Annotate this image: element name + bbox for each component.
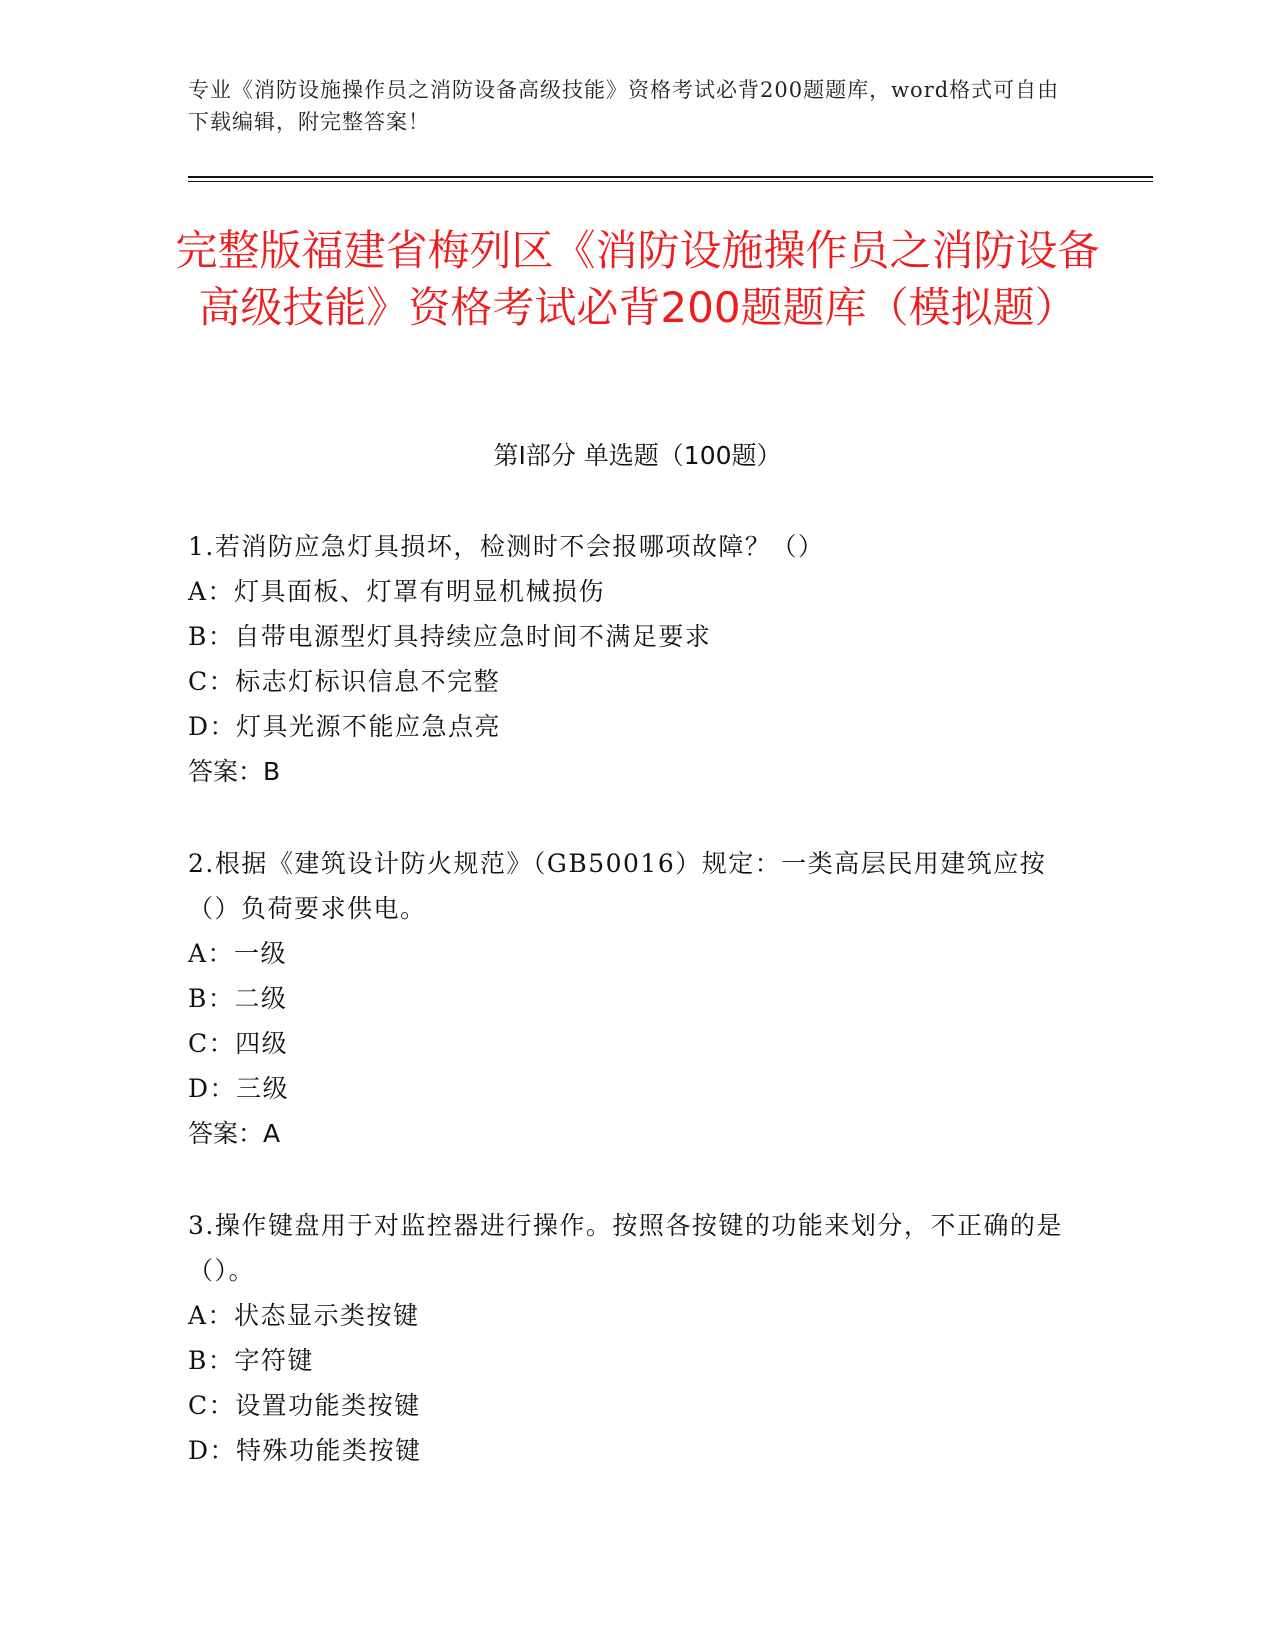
option-b: B：二级 — [188, 984, 288, 1013]
option-d: D：特殊功能类按键 — [188, 1436, 422, 1465]
option-c: C：四级 — [188, 1029, 289, 1058]
option-a: A：灯具面板、灯罩有明显机械损伤 — [188, 577, 606, 606]
option-d: D：灯具光源不能应急点亮 — [188, 712, 502, 741]
answer: 答案：B — [188, 757, 281, 786]
option-b: B：字符键 — [188, 1346, 314, 1375]
document-title: 完整版福建省梅列区《消防设施操作员之消防设备高级技能》资格考试必背200题题库（模拟题） — [175, 226, 1100, 332]
question-1 — [188, 524, 1078, 794]
section-heading: 第Ⅰ部分 单选题（100题） — [493, 441, 782, 470]
option-c: C：标志灯标识信息不完整 — [188, 667, 501, 696]
header-note: 专业《消防设施操作员之消防设备高级技能》资格考试必背200题题库，word格式可自由下载编辑，附完整答案！ — [188, 78, 1060, 134]
option-c: C：设置功能类按键 — [188, 1391, 421, 1420]
question-2 — [188, 841, 1078, 1156]
question-stem: 3.操作键盘用于对监控器进行操作。按照各按键的功能来划分，不正确的是（）。 — [188, 1211, 1063, 1285]
option-d: D：三级 — [188, 1074, 290, 1103]
header-rule-thick — [188, 176, 1153, 178]
header-rule-thin — [188, 181, 1153, 182]
answer: 答案：A — [188, 1119, 281, 1148]
question-stem: 1.若消防应急灯具损坏，检测时不会报哪项故障？（） — [188, 532, 825, 561]
option-a: A：一级 — [188, 939, 288, 968]
option-a: A：状态显示类按键 — [188, 1301, 420, 1330]
question-3 — [188, 1203, 1078, 1473]
option-b: B：自带电源型灯具持续应急时间不满足要求 — [188, 622, 712, 651]
question-stem: 2.根据《建筑设计防火规范》（GB50016）规定：一类高层民用建筑应按（）负荷要求供电。 — [188, 849, 1047, 923]
question-list — [188, 524, 1078, 1520]
